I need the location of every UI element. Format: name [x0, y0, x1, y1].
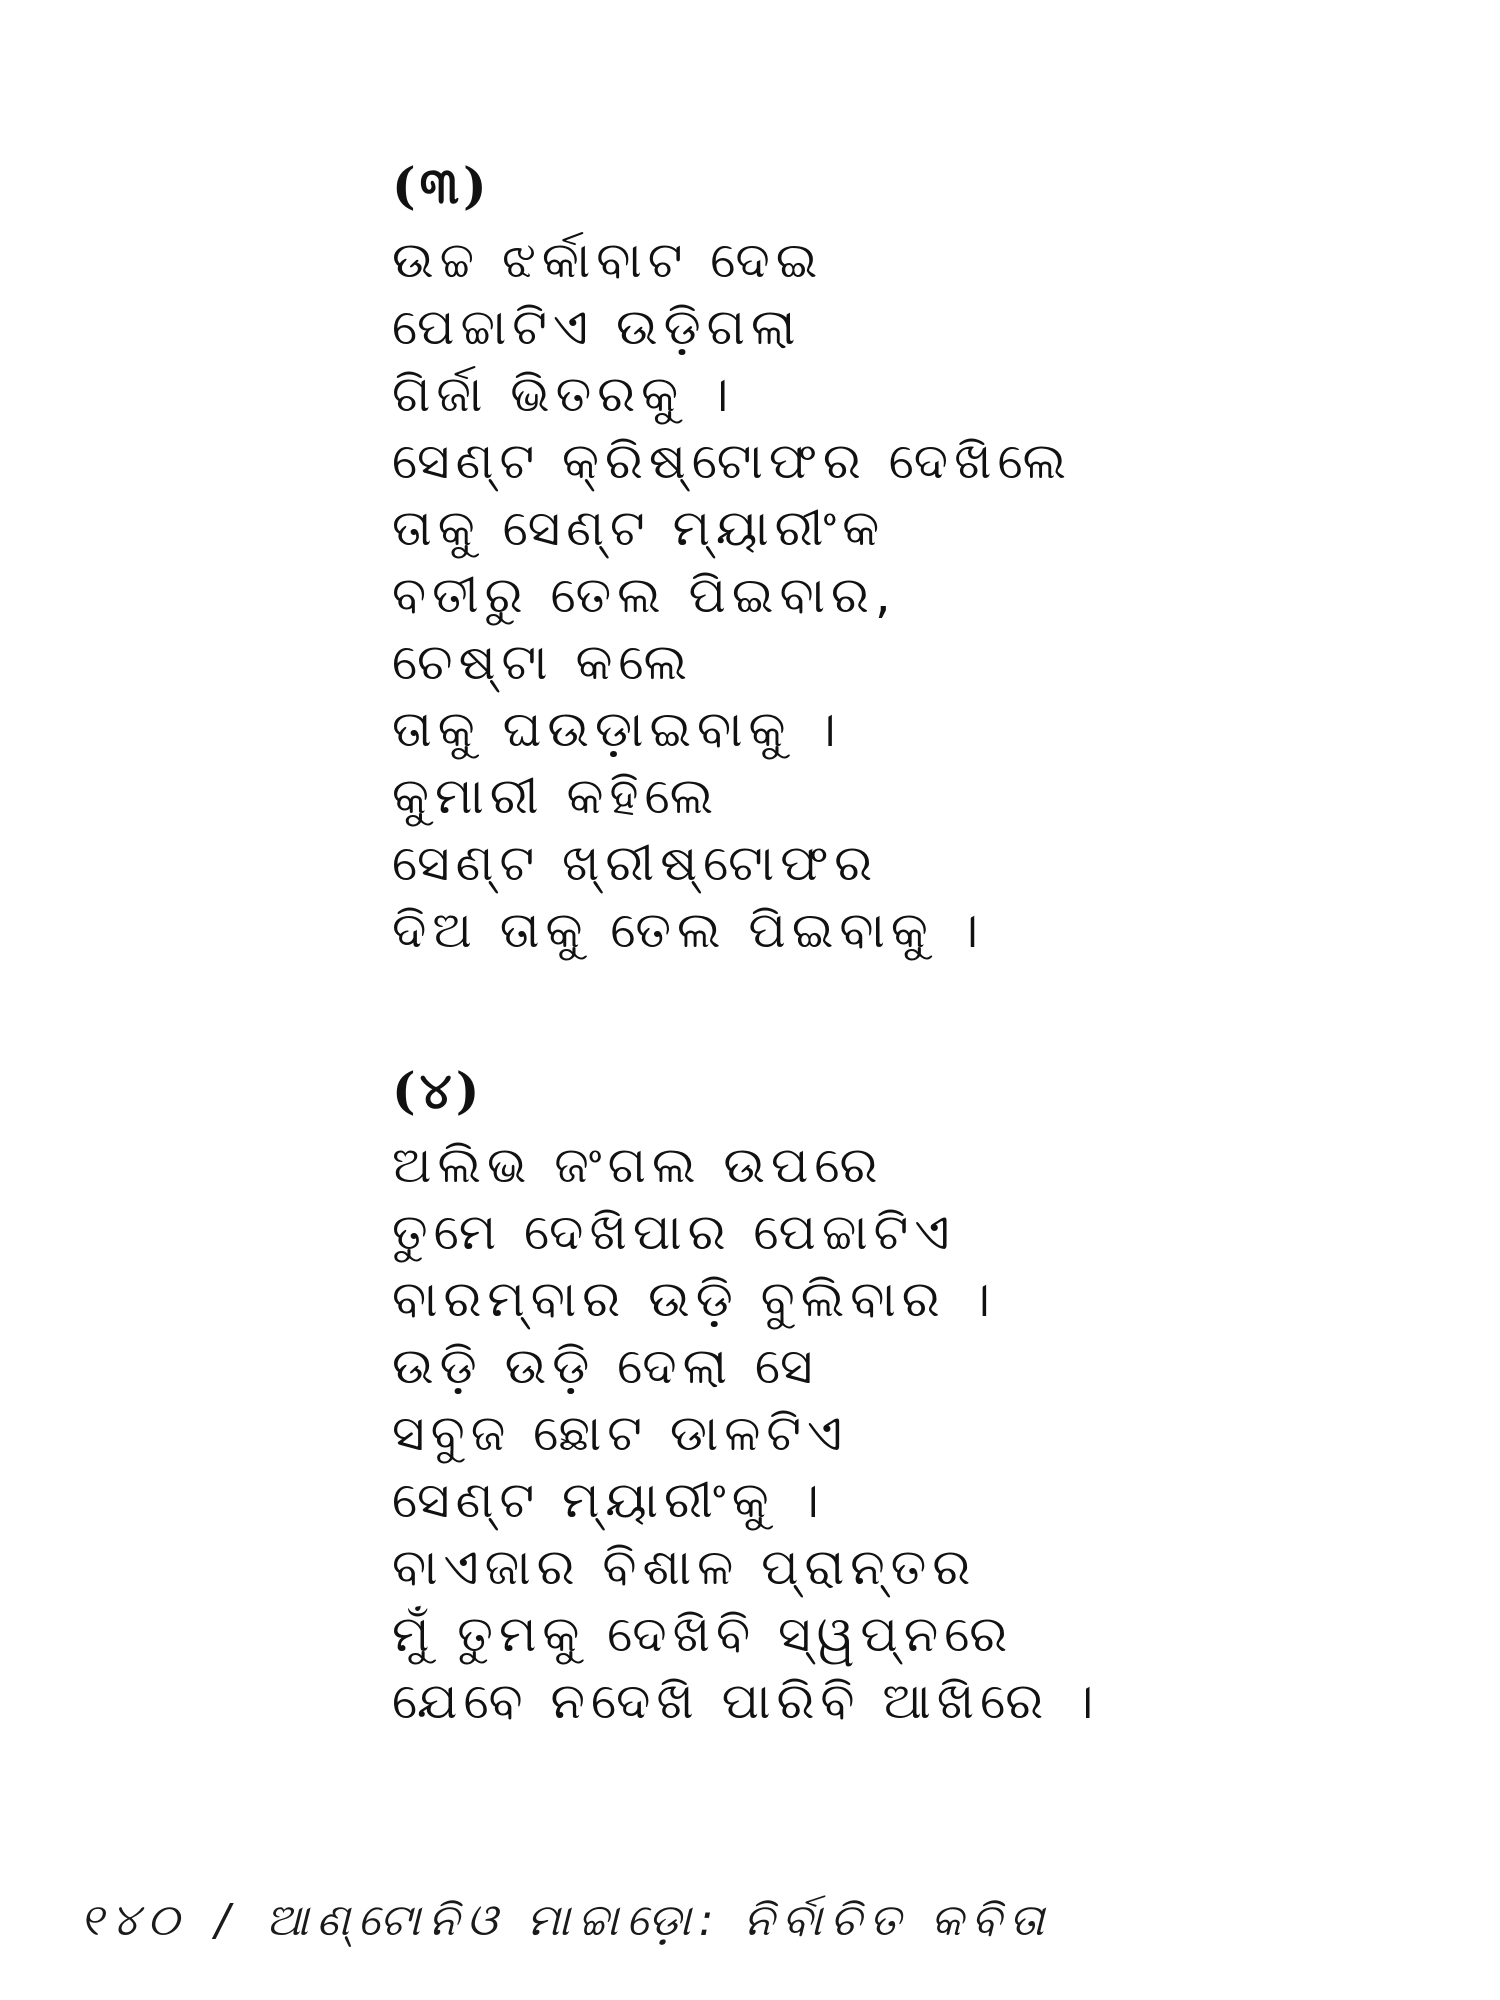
- poem-line: ବତୀରୁ ତେଲ ପିଇବାର,: [392, 566, 897, 624]
- poem-line: ଯେବେ ନଦେଖି ପାରିବି ଆଖିରେ ।: [392, 1672, 1100, 1730]
- footer-separator: /: [214, 1895, 238, 1946]
- poem-line: ତାକୁ ସେଣ୍ଟ ମ୍ୟାରୀଂକ: [392, 499, 886, 557]
- poem-line: ସେଣ୍ଟ ମ୍ୟାରୀଂକୁ ।: [392, 1471, 826, 1529]
- poem-line: ବାଏଜାର ବିଶାଳ ପ୍ରାନ୍ତର: [392, 1538, 977, 1596]
- poem-line: ଅଲିଭ ଜଂଗଲ ଉପରେ: [392, 1136, 884, 1194]
- book-title: ଆଣ୍ଟୋନିଓ ମାଚ୍ଚାଡ଼ୋ: ନିର୍ବାଚିତ କବିତା: [265, 1895, 1053, 1946]
- poem-line: ବାରମ୍ବାର ଉଡ଼ି ବୁଲିବାର ।: [392, 1270, 997, 1328]
- stanza-number: (୩): [392, 156, 491, 215]
- poem-line: କୁମାରୀ କହିଲେ: [392, 767, 720, 825]
- stanza-number: (୪): [392, 1061, 484, 1120]
- stanza-3: [392, 155, 1392, 964]
- poem-line: ଉଚ୍ଚ ଝର୍କାବାଟ ଦେଇ: [392, 231, 824, 289]
- poem-line: ଉଡ଼ି ଉଡ଼ି ଦେଲା ସେ: [392, 1337, 819, 1395]
- poem-line: ମୁଁ ତୁମକୁ ଦେଖିବି ସ୍ୱପ୍ନରେ: [392, 1605, 1014, 1663]
- poem-line: ଦିଅ ତାକୁ ତେଲ ପିଇବାକୁ ।: [392, 901, 985, 959]
- poem-line: ଗିର୍ଜା ଭିତରକୁ ।: [392, 365, 735, 423]
- poem-line: ସେଣ୍ଟ କ୍ରିଷ୍ଟୋଫର ଦେଖିଲେ: [392, 432, 1073, 490]
- poem-line: ଚେଷ୍ଟା କଲେ: [392, 633, 693, 691]
- poem-line: ସେଣ୍ଟ ଖ୍ରୀଷ୍ଟୋଫର: [392, 834, 879, 892]
- poem-line: ତାକୁ ଘଉଡ଼ାଇବାକୁ ।: [392, 700, 842, 758]
- stanza-4: [392, 1060, 1392, 1735]
- poem-line: ସବୁଜ ଛୋଟ ଡାଳଟିଏ: [392, 1404, 849, 1462]
- page-footer: [80, 1895, 1052, 1946]
- poem-line: ପେଚ୍ଚାଟିଏ ଉଡ଼ିଗଲା: [392, 298, 802, 356]
- page-number: ୧୪୦: [80, 1895, 187, 1946]
- poem-line: ତୁମେ ଦେଖିପାର ପେଚ୍ଚାଟିଏ: [392, 1203, 956, 1261]
